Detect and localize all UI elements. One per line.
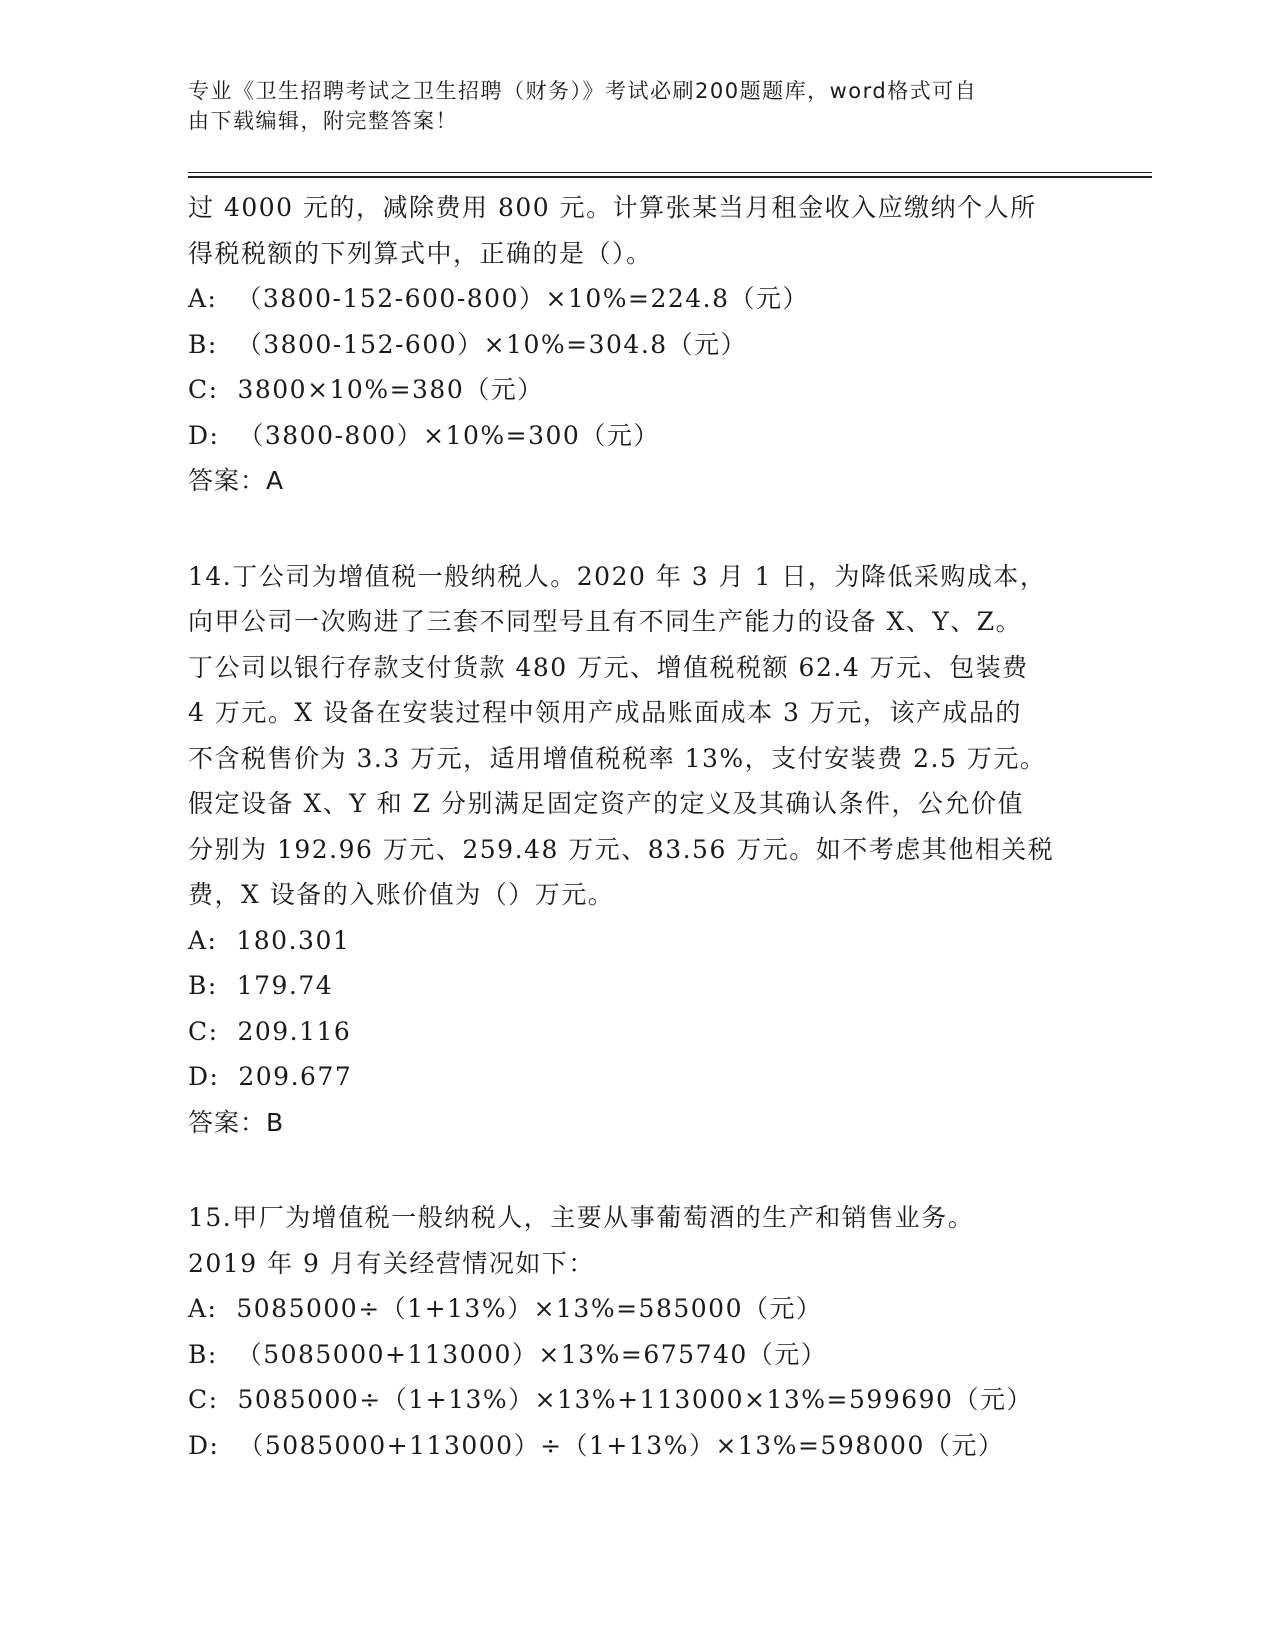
question-gap xyxy=(188,504,1088,554)
question-stem-line: 假定设备 X、Y 和 Z 分别满足固定资产的定义及其确认条件，公允价值 xyxy=(188,789,1024,818)
option-a: A: （3800-152-600-800）×10%=224.8（元） xyxy=(188,284,810,313)
option-d: D: （5085000+113000）÷（1+13%）×13%=598000（元） xyxy=(188,1430,1005,1460)
option-b: B: 179.74 xyxy=(188,971,334,1000)
question-stem-line: 不含税售价为 3.3 万元，适用增值税税率 13%，支付安装费 2.5 万元。 xyxy=(188,743,1047,773)
question-stem-line: 15.甲厂为增值税一般纳税人，主要从事葡萄酒的生产和销售业务。 xyxy=(188,1203,975,1232)
header-rule-thick xyxy=(188,176,1152,178)
question-stem-line: 2019 年 9 月有关经营情况如下： xyxy=(188,1248,595,1278)
question-stem-line: 丁公司以银行存款支付货款 480 万元、增值税税额 62.4 万元、包装费 xyxy=(188,652,1029,682)
header-rule-thin xyxy=(188,172,1152,173)
question-stem-line: 分别为 192.96 万元、259.48 万元、83.56 万元。如不考虑其他相关税 xyxy=(188,834,1055,864)
option-d: D: 209.677 xyxy=(188,1062,353,1091)
option-b: B: （5085000+113000）×13%=675740（元） xyxy=(188,1339,828,1369)
question-14 xyxy=(188,554,1088,1146)
question-stem-line: 过 4000 元的，减除费用 800 元。计算张某当月租金收入应缴纳个人所 xyxy=(188,193,1037,222)
option-a: A: 180.301 xyxy=(188,925,351,955)
question-15 xyxy=(188,1195,1088,1468)
answer-line: 答案：B xyxy=(188,1107,285,1137)
question-13 xyxy=(188,185,1088,504)
option-c: C: 209.116 xyxy=(188,1016,352,1046)
question-stem-line: 得税税额的下列算式中，正确的是（）。 xyxy=(188,238,653,268)
option-c: C: 5085000÷（1+13%）×13%+113000×13%=599690（元） xyxy=(188,1385,1033,1414)
document-header: 专业《卫生招聘考试之卫生招聘（财务）》考试必刷200题题库，word格式可自 由下载编辑，附完整答案！ xyxy=(188,79,978,133)
document-body xyxy=(188,185,1088,1468)
option-c: C: 3800×10%=380（元） xyxy=(188,375,544,404)
answer-line: 答案：A xyxy=(188,466,285,495)
question-gap xyxy=(188,1145,1088,1195)
question-stem-line: 向甲公司一次购进了三套不同型号且有不同生产能力的设备 X、Y、Z。 xyxy=(188,607,1023,636)
question-stem-line: 4 万元。X 设备在安装过程中领用产成品账面成本 3 万元，该产成品的 xyxy=(188,698,1022,727)
option-b: B: （3800-152-600）×10%=304.8（元） xyxy=(188,329,748,359)
option-d: D: （3800-800）×10%=300（元） xyxy=(188,420,660,450)
question-stem-line: 14.丁公司为增值税一般纳税人。2020 年 3 月 1 日，为降低采购成本， xyxy=(188,561,1047,591)
option-a: A: 5085000÷（1+13%）×13%=585000（元） xyxy=(188,1294,823,1323)
question-stem-line: 费，X 设备的入账价值为（）万元。 xyxy=(188,880,615,909)
